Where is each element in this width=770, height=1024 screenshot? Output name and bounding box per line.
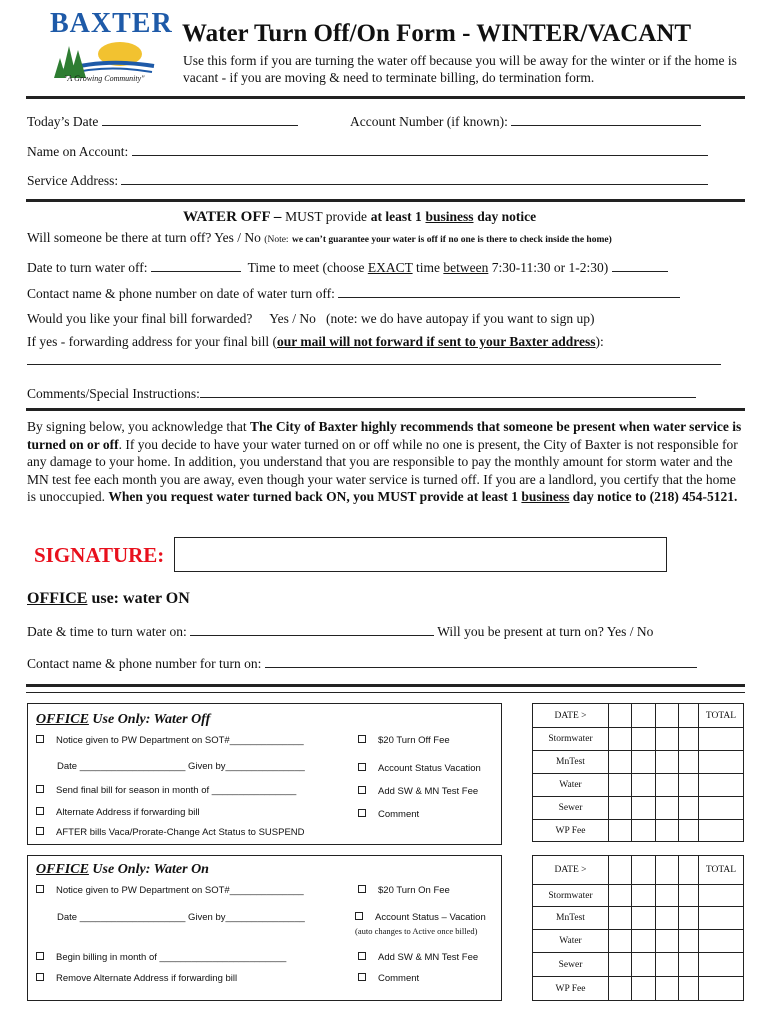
checklist-item[interactable]: Comment: [355, 973, 486, 993]
autopay-note: (note: we do have autopay if you want to sign up): [326, 311, 595, 326]
checklist-item[interactable]: Notice given to PW Department on SOT#______________: [36, 735, 305, 761]
baxter-logo: [44, 8, 173, 86]
signature-label: SIGNATURE:: [34, 543, 165, 567]
checkbox[interactable]: [36, 807, 44, 815]
checklist-item: Date ____________________ Given by_______________: [57, 912, 305, 923]
checklist-item[interactable]: Add SW & MN Test Fee: [355, 952, 486, 973]
fee-grid-off: DATE > TOTAL Stormwater MnTest Water Sewer WP Fee: [532, 703, 744, 842]
checklist-item[interactable]: Send final bill for season in month of ________________: [36, 785, 305, 807]
date-time-on-field[interactable]: [190, 623, 434, 636]
checklist-item[interactable]: Alternate Address if forwarding bill: [36, 807, 305, 827]
date-off-field[interactable]: [151, 259, 241, 272]
present-question: Will you be present at turn on? Yes / No: [437, 624, 654, 639]
fee-grid-on: DATE > TOTAL Stormwater MnTest Water Sewer WP Fee: [532, 855, 744, 1001]
checkbox[interactable]: [355, 912, 363, 920]
contact-off-label: Contact name & phone number on date of water turn off:: [27, 286, 335, 301]
contact-on-label: Contact name & phone number for turn on:: [27, 656, 262, 671]
office-on-heading: OFFICE use: water ON: [27, 590, 190, 607]
checklist-item[interactable]: Notice given to PW Department on SOT#______________: [36, 885, 305, 912]
checkbox[interactable]: [358, 735, 366, 743]
forwarding-label: If yes - forwarding address for your final bill (: [27, 334, 278, 349]
checklist-item[interactable]: Remove Alternate Address if forwarding bill: [36, 973, 305, 993]
time-label: Time to meet (choose: [247, 260, 365, 275]
checklist-item[interactable]: Comment: [358, 809, 481, 829]
page-subtitle: Use this form if you are turning the water off because you will be away for the winter or if the home is vacant - if you are moving & need to terminate billing, do termination form.: [183, 53, 737, 85]
checkbox[interactable]: [358, 973, 366, 981]
forwarding-field[interactable]: [27, 364, 721, 365]
checklist-item[interactable]: Begin billing in month of ________________________: [36, 952, 305, 973]
comments-field[interactable]: [200, 385, 696, 398]
final-bill-yes-no[interactable]: Yes / No: [269, 311, 316, 326]
note-text: we can’t guarantee your water is off if no one is there to check inside the home): [291, 235, 612, 245]
water-off-heading: WATER OFF – MUST provide at least 1 business day notice: [183, 209, 537, 225]
office-water-off-box: [27, 703, 502, 845]
checkbox[interactable]: [36, 973, 44, 981]
note-prefix: (Note:: [264, 235, 289, 245]
logo-name: BAXTER: [50, 8, 173, 39]
checkbox[interactable]: [358, 809, 366, 817]
logo-tagline: "A Growing Community": [64, 74, 145, 83]
checkbox[interactable]: [36, 827, 44, 835]
page-title: Water Turn Off/On Form - WINTER/VACANT: [182, 20, 692, 47]
account-number-label: Account Number (if known):: [350, 114, 508, 129]
checkbox[interactable]: [358, 763, 366, 771]
account-number-field[interactable]: [511, 113, 701, 126]
checklist-item: Date ____________________ Given by_______________: [57, 761, 305, 772]
water-off-box-title: OFFICE Use Only: Water Off: [36, 712, 211, 727]
final-bill-question: Would you like your final bill forwarded?: [27, 311, 253, 326]
divider: [26, 199, 745, 202]
name-on-account-field[interactable]: [132, 143, 708, 156]
auto-change-note: (auto changes to Active once billed): [355, 926, 478, 936]
time-field[interactable]: [612, 259, 668, 272]
contact-off-field[interactable]: [338, 285, 680, 298]
service-address-label: Service Address:: [27, 173, 119, 188]
checklist-item[interactable]: $20 Turn On Fee: [355, 885, 486, 912]
divider: [26, 408, 745, 411]
acknowledgment-text: By signing below, you acknowledge that The City of Baxter highly recommends that someone be present when water service is turned on or off. If you decide to have your water turned on or off while no one is present, the City of Baxter is not responsible for any damage to your home. In addition, you understand that you are responsible to pay the monthly amount for storm water and the MN test fee each month you are away, even though your water service is turned off. If you are a landlord, you certify that the home is unoccupied. When you request water turned back ON, you MUST provide at least 1 business day notice to (218) 454-5121.: [27, 419, 742, 504]
checkbox[interactable]: [36, 885, 44, 893]
date-off-label: Date to turn water off:: [27, 260, 148, 275]
divider: [26, 96, 745, 99]
comments-label: Comments/Special Instructions:: [27, 386, 200, 401]
checkbox[interactable]: [36, 952, 44, 960]
name-on-account-label: Name on Account:: [27, 144, 129, 159]
checklist-item[interactable]: AFTER bills Vaca/Prorate-Change Act Status to SUSPEND: [36, 827, 305, 847]
checkbox[interactable]: [358, 786, 366, 794]
signature-box[interactable]: [174, 537, 667, 572]
checklist-item[interactable]: Account Status – Vacation: [355, 912, 486, 926]
checkbox[interactable]: [36, 785, 44, 793]
date-time-on-label: Date & time to turn water on:: [27, 624, 187, 639]
someone-there-question: Will someone be there at turn off? Yes / No: [27, 230, 261, 245]
todays-date-label: Today’s Date: [27, 114, 99, 129]
divider: [26, 692, 745, 693]
divider: [26, 684, 745, 687]
todays-date-field[interactable]: [102, 113, 298, 126]
water-on-box-title: OFFICE Use Only: Water On: [36, 862, 209, 877]
office-water-on-box: [27, 855, 502, 1001]
checkbox[interactable]: [358, 885, 366, 893]
checklist-item[interactable]: $20 Turn Off Fee: [358, 735, 481, 763]
service-address-field[interactable]: [121, 172, 708, 185]
contact-on-field[interactable]: [265, 655, 697, 668]
checklist-item[interactable]: Account Status Vacation: [358, 763, 481, 786]
checkbox[interactable]: [36, 735, 44, 743]
checkbox[interactable]: [358, 952, 366, 960]
checklist-item[interactable]: Add SW & MN Test Fee: [358, 786, 481, 809]
